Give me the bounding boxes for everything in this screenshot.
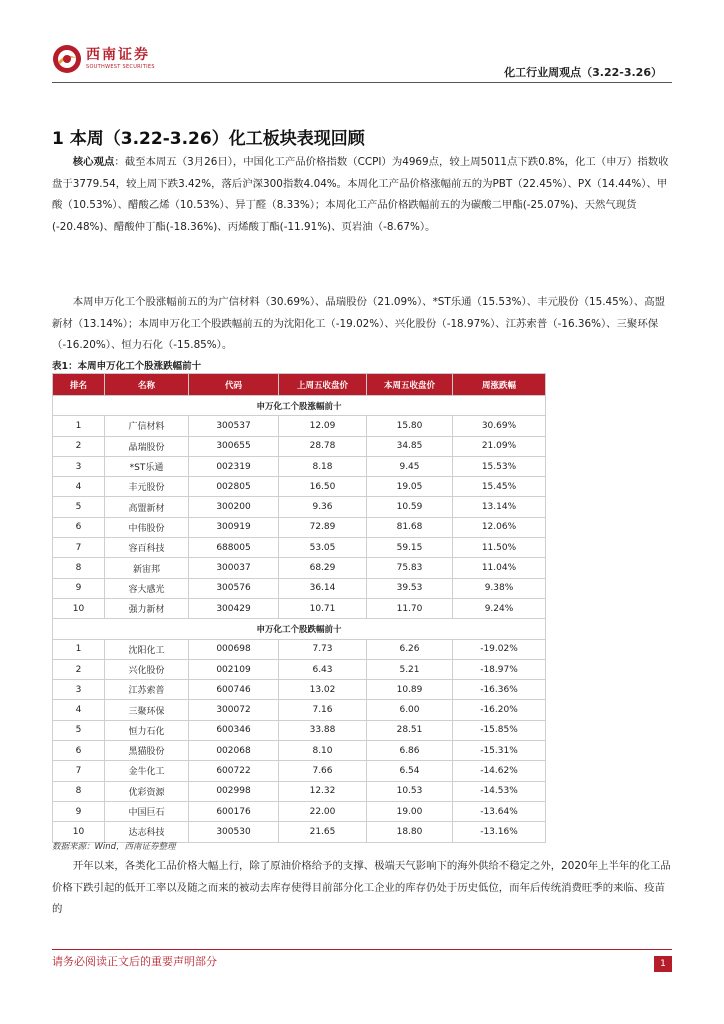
losers-section-row-label: 申万化工个股跌幅前十 [53,619,546,639]
paragraph-stock-movers: 本周申万化工个股涨幅前五的为广信材料（30.69%）、晶瑞股份（21.09%）、*ST乐通（15.53%）、丰元股份（15.45%）、高盟新材（13.14%）；本周申万化工个股跌幅前五的为沈阳化工（-19.02%）、兴化股份（-18.97%）、江苏索普（-16.36%）、三聚环保（-16.20%）、恒力石化（-15.85%）。 [52,296,666,351]
header-rank: 排名 [53,374,105,396]
table-row [53,822,546,842]
cell-rank: 7 [53,761,105,781]
cell-name: 强力新材 [105,598,189,618]
cell-rank: 3 [53,456,105,476]
cell-code: 300537 [189,416,279,436]
cell-rank: 3 [53,680,105,700]
cell-rank: 2 [53,436,105,456]
cell-code: 300037 [189,558,279,578]
header-divider [52,82,672,83]
cell-name: 三聚环保 [105,700,189,720]
cell-prev-close: 68.29 [279,558,367,578]
table-row [53,700,546,720]
table-row [53,639,546,659]
cell-weekly-change: -18.97% [453,659,546,679]
cell-weekly-change: 9.38% [453,578,546,598]
table-row [53,558,546,578]
cell-name: 广信材料 [105,416,189,436]
cell-prev-close: 8.10 [279,741,367,761]
data-source: 数据来源：Wind，西南证券整理 [52,842,176,852]
cell-name: 黑猫股份 [105,741,189,761]
southwest-securities-logo [52,44,82,74]
cell-prev-close: 12.32 [279,781,367,801]
table-row [53,598,546,618]
cell-weekly-change: 15.53% [453,456,546,476]
cell-name: 容百科技 [105,538,189,558]
cell-name: 容大感光 [105,578,189,598]
header-weekly-change: 周涨跌幅 [453,374,546,396]
cell-weekly-change: -16.20% [453,700,546,720]
paragraph-outlook: 开年以来，各类化工品价格大幅上行，除了原油价格给予的支撑、极端天气影响下的海外供给不稳定之外，2020年上半年的化工品价格下跌引起的低开工率以及随之而来的被动去库存使得目前部分化工企业的库存仍处于历史低位，而年后传统消费旺季的来临、疫苗的 [52,860,671,915]
cell-prev-close: 36.14 [279,578,367,598]
cell-weekly-change: -19.02% [453,639,546,659]
cell-this-close: 6.00 [367,700,453,720]
cell-name: *ST乐通 [105,456,189,476]
cell-rank: 10 [53,822,105,842]
cell-prev-close: 9.36 [279,497,367,517]
cell-code: 000698 [189,639,279,659]
cell-rank: 1 [53,639,105,659]
cell-code: 300576 [189,578,279,598]
gainers-section-row-label: 申万化工个股涨幅前十 [53,396,546,416]
table-row [53,416,546,436]
cell-code: 300655 [189,436,279,456]
cell-this-close: 39.53 [367,578,453,598]
table-row [53,659,546,679]
table-row [53,497,546,517]
cell-rank: 9 [53,578,105,598]
cell-rank: 6 [53,517,105,537]
cell-weekly-change: -16.36% [453,680,546,700]
footer-divider [52,949,672,950]
cell-code: 300530 [189,822,279,842]
header-code: 代码 [189,374,279,396]
cell-code: 300919 [189,517,279,537]
cell-weekly-change: -14.62% [453,761,546,781]
cell-name: 中国巨石 [105,801,189,821]
table-row [53,761,546,781]
paragraph-body: ：截至本周五（3月26日），中国化工产品价格指数（CCPI）为4969点，较上周5011点下跌0.8%，化工（申万）指数收盘于3779.54，较上周下跌3.42%，落后沪深300指数4.04%。本周化工产品价格涨幅前五的为PBT（22.45%）、PX（14.44%）、甲酸（10.53%）、醋酸乙烯（10.53%）、异丁醛（8.33%）；本周化工产品价格跌幅前五的为碳酸二甲酯(-25.07%)、天然气现货(-20.48%)、醋酸仲丁酯(-18.36%)、丙烯酸丁酯(-11.91%)、页岩油（-8.67%）。 [52,156,669,233]
table-row [53,720,546,740]
cell-weekly-change: -13.64% [453,801,546,821]
cell-weekly-change: 15.45% [453,477,546,497]
cell-code: 300429 [189,598,279,618]
cell-prev-close: 7.66 [279,761,367,781]
cell-prev-close: 33.88 [279,720,367,740]
cell-rank: 7 [53,538,105,558]
table-row [53,801,546,821]
table-row [53,578,546,598]
cell-weekly-change: -15.85% [453,720,546,740]
cell-code: 600746 [189,680,279,700]
page-number: 1 [654,956,672,972]
header-prev-close: 上周五收盘价 [279,374,367,396]
report-title: 化工行业周观点（3.22-3.26） [504,66,662,79]
cell-this-close: 6.86 [367,741,453,761]
table-header-row [53,374,546,396]
cell-weekly-change: 11.50% [453,538,546,558]
cell-name: 沈阳化工 [105,639,189,659]
cell-prev-close: 22.00 [279,801,367,821]
cell-name: 江苏索普 [105,680,189,700]
cell-name: 金牛化工 [105,761,189,781]
cell-weekly-change: -15.31% [453,741,546,761]
cell-prev-close: 16.50 [279,477,367,497]
cell-rank: 4 [53,477,105,497]
cell-rank: 4 [53,700,105,720]
paragraph-core-view [52,152,672,238]
table-row [53,538,546,558]
table-row [53,477,546,497]
header-name: 名称 [105,374,189,396]
cell-code: 300072 [189,700,279,720]
cell-name: 达志科技 [105,822,189,842]
cell-weekly-change: 21.09% [453,436,546,456]
cell-this-close: 75.83 [367,558,453,578]
cell-this-close: 10.53 [367,781,453,801]
cell-rank: 5 [53,720,105,740]
cell-this-close: 10.59 [367,497,453,517]
cell-code: 002319 [189,456,279,476]
cell-prev-close: 12.09 [279,416,367,436]
cell-code: 002109 [189,659,279,679]
cell-prev-close: 6.43 [279,659,367,679]
cell-weekly-change: 30.69% [453,416,546,436]
cell-name: 中伟股份 [105,517,189,537]
losers-section-row [53,619,546,639]
cell-this-close: 6.26 [367,639,453,659]
cell-this-close: 28.51 [367,720,453,740]
cell-this-close: 81.68 [367,517,453,537]
stock-movers-table [52,373,546,843]
cell-prev-close: 21.65 [279,822,367,842]
brand-name-en: SOUTHWEST SECURITIES [86,64,155,70]
table-row [53,680,546,700]
cell-name: 恒力石化 [105,720,189,740]
cell-code: 002998 [189,781,279,801]
cell-prev-close: 53.05 [279,538,367,558]
cell-this-close: 11.70 [367,598,453,618]
cell-prev-close: 7.73 [279,639,367,659]
cell-this-close: 9.45 [367,456,453,476]
cell-prev-close: 13.02 [279,680,367,700]
gainers-section-row [53,396,546,416]
cell-rank: 6 [53,741,105,761]
cell-this-close: 34.85 [367,436,453,456]
cell-this-close: 19.05 [367,477,453,497]
cell-prev-close: 7.16 [279,700,367,720]
cell-rank: 9 [53,801,105,821]
cell-weekly-change: -14.53% [453,781,546,801]
table-row [53,781,546,801]
cell-this-close: 19.00 [367,801,453,821]
cell-code: 600346 [189,720,279,740]
brand-name-cn: 西南证券 [86,47,150,63]
table-row [53,741,546,761]
table-row [53,517,546,537]
table-caption: 表1：本周申万化工个股涨跌幅前十 [52,361,202,372]
cell-weekly-change: 12.06% [453,517,546,537]
table-row [53,436,546,456]
cell-prev-close: 72.89 [279,517,367,537]
cell-prev-close: 8.18 [279,456,367,476]
cell-name: 新宙邦 [105,558,189,578]
cell-code: 600176 [189,801,279,821]
cell-code: 600722 [189,761,279,781]
cell-rank: 8 [53,781,105,801]
cell-rank: 1 [53,416,105,436]
cell-rank: 2 [53,659,105,679]
cell-name: 兴化股份 [105,659,189,679]
cell-name: 丰元股份 [105,477,189,497]
cell-this-close: 6.54 [367,761,453,781]
cell-prev-close: 28.78 [279,436,367,456]
cell-this-close: 18.80 [367,822,453,842]
header-this-close: 本周五收盘价 [367,374,453,396]
cell-name: 优彩资源 [105,781,189,801]
cell-weekly-change: 9.24% [453,598,546,618]
cell-name: 高盟新材 [105,497,189,517]
cell-code: 688005 [189,538,279,558]
cell-code: 002068 [189,741,279,761]
cell-rank: 10 [53,598,105,618]
cell-prev-close: 10.71 [279,598,367,618]
cell-this-close: 5.21 [367,659,453,679]
brand-logo-text [86,47,155,70]
cell-weekly-change: 11.04% [453,558,546,578]
cell-code: 300200 [189,497,279,517]
cell-this-close: 15.80 [367,416,453,436]
cell-name: 晶瑞股份 [105,436,189,456]
paragraph-lead: 核心观点 [72,156,115,168]
table-row [53,456,546,476]
cell-this-close: 10.89 [367,680,453,700]
footer-disclaimer: 请务必阅读正文后的重要声明部分 [52,955,217,968]
section-title: 1 本周（3.22-3.26）化工板块表现回顾 [52,129,365,149]
cell-code: 002805 [189,477,279,497]
cell-weekly-change: 13.14% [453,497,546,517]
cell-rank: 5 [53,497,105,517]
cell-rank: 8 [53,558,105,578]
cell-this-close: 59.15 [367,538,453,558]
cell-weekly-change: -13.16% [453,822,546,842]
